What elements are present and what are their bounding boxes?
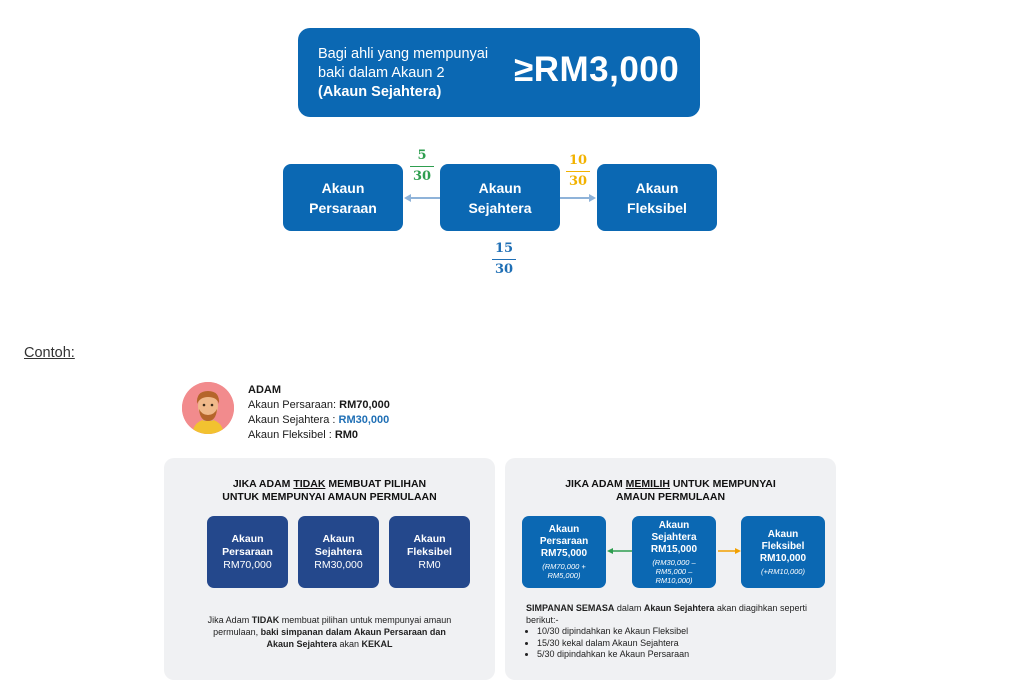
box-label: Sejahtera	[314, 545, 363, 558]
note-emphasis: SIMPANAN SEMASA	[526, 603, 615, 613]
box-persaraan-new	[522, 516, 606, 588]
banner-line-2: baki dalam Akaun 2	[318, 65, 445, 81]
note-part: akan diagihkan seperti	[714, 603, 807, 613]
note-part: dalam	[614, 603, 644, 613]
list-item: • 15/30 kekal dalam Akaun Sejahtera	[537, 638, 826, 650]
fraction-10-30	[566, 153, 590, 189]
box-value: RM30,000	[314, 558, 363, 571]
box-label: Persaraan	[539, 536, 589, 547]
list-item: • 10/30 dipindahkan ke Akaun Fleksibel	[537, 626, 826, 638]
note-part: permulaan,	[213, 627, 261, 637]
fraction-denominator: 30	[412, 169, 432, 184]
flow-center-line2: Sejahtera	[468, 199, 532, 216]
note-part: Jika Adam	[207, 615, 252, 625]
flow-akaun-persaraan	[283, 164, 403, 231]
value: RM0	[334, 429, 359, 441]
distribution-arrows	[604, 544, 746, 558]
panel-choice-title	[505, 478, 836, 504]
box-label: Persaraan	[222, 545, 273, 558]
list-item: • 5/30 dipindahkan ke Akaun Persaraan	[537, 649, 826, 661]
adam-avatar	[182, 382, 234, 434]
box-label: Akaun	[767, 528, 799, 540]
note-part: membuat pilihan untuk mempunyai amaun	[279, 615, 452, 625]
calc-line: RM5,000)	[547, 571, 581, 580]
fraction-denominator: 30	[494, 262, 514, 277]
calc-line: (RM70,000 +	[542, 562, 586, 571]
box-label: Akaun	[548, 524, 580, 535]
calc-line: (RM30,000 –	[652, 557, 696, 567]
flow-left-line2: Persaraan	[309, 199, 377, 216]
example-heading: Contoh:	[24, 345, 75, 361]
fraction-5-30	[410, 148, 434, 184]
box-calculation	[652, 558, 695, 585]
box-label: Akaun	[322, 532, 355, 545]
note-emphasis: Akaun Sejahtera	[266, 639, 337, 649]
title-part: JIKA ADAM	[232, 478, 294, 490]
arrow-left-icon	[404, 194, 440, 202]
fraction-numerator: 10	[568, 153, 588, 168]
note-emphasis: Akaun Sejahtera	[643, 603, 715, 613]
title-emphasis: MEMILIH	[625, 478, 670, 490]
arrow-left-green-icon	[607, 548, 632, 554]
flow-right-line1: Akaun	[635, 179, 679, 196]
note-part: berikut:-	[526, 614, 559, 625]
box-label: Sejahtera	[651, 531, 697, 543]
value: RM30,000	[338, 414, 390, 426]
eligibility-banner	[298, 28, 700, 117]
title-emphasis: TIDAK	[293, 478, 326, 490]
fraction-15-30	[492, 241, 516, 277]
banner-line-3: (Akaun Sejahtera)	[318, 84, 442, 100]
note-emphasis: baki simpanan dalam Akaun Persaraan dan	[260, 627, 446, 637]
box-label: Akaun	[658, 519, 690, 531]
arrow-right-icon	[560, 194, 596, 202]
box-fleksibel	[389, 516, 470, 588]
adam-fleksibel-row	[248, 428, 390, 443]
fraction-numerator: 5	[417, 148, 427, 163]
panel-no-choice-title	[164, 478, 495, 504]
title-part: JIKA ADAM	[565, 478, 626, 490]
box-label: Fleksibel	[407, 545, 452, 558]
adam-persaraan-row	[248, 398, 390, 413]
flow-akaun-fleksibel	[597, 164, 717, 231]
adam-account-summary	[248, 383, 390, 443]
flow-arrows	[400, 188, 600, 208]
box-value: RM0	[418, 558, 441, 571]
box-label: Fleksibel	[761, 540, 805, 552]
box-sejahtera	[298, 516, 379, 588]
note-emphasis: KEKAL	[361, 639, 393, 649]
box-value: RM10,000	[759, 552, 807, 564]
title-line2: AMAUN PERMULAAN	[615, 491, 726, 503]
note-part: akan	[337, 639, 362, 649]
box-fleksibel-new	[741, 516, 825, 588]
adam-name: ADAM	[248, 384, 281, 396]
fraction-numerator: 15	[494, 241, 514, 256]
box-value: RM70,000	[223, 558, 272, 571]
adam-sejahtera-row	[248, 413, 390, 428]
banner-line-1: Bagi ahli yang mempunyai	[318, 46, 489, 62]
distribution-list	[526, 626, 826, 661]
calc-line: RM10,000)	[655, 575, 693, 585]
value: RM70,000	[339, 399, 390, 411]
title-part: UNTUK MEMPUNYAI	[670, 478, 776, 490]
note-emphasis: TIDAK	[251, 615, 280, 625]
box-calculation	[542, 562, 586, 580]
fraction-denominator: 30	[568, 174, 588, 189]
label: Akaun Persaraan:	[248, 399, 340, 411]
box-value: RM75,000	[540, 548, 588, 559]
flow-center-line1: Akaun	[478, 179, 522, 196]
panel-choice-note	[526, 603, 826, 661]
banner-amount: ≥RM3,000	[514, 50, 680, 89]
title-part: MEMBUAT PILIHAN	[325, 478, 427, 490]
label: Akaun Fleksibel :	[248, 429, 335, 441]
box-label: Akaun	[231, 532, 264, 545]
banner-description	[318, 45, 488, 102]
flow-left-line1: Akaun	[321, 179, 365, 196]
arrow-right-orange-icon	[718, 548, 741, 554]
flow-right-line2: Fleksibel	[627, 199, 687, 216]
box-persaraan	[207, 516, 288, 588]
box-label: Akaun	[413, 532, 446, 545]
label: Akaun Sejahtera :	[248, 414, 339, 426]
calc-line: RM5,000 –	[655, 566, 693, 576]
person-icon	[182, 382, 234, 434]
title-line2: UNTUK MEMPUNYAI AMAUN PERMULAAN	[222, 491, 437, 503]
box-calculation: (+RM10,000)	[761, 566, 805, 576]
box-value: RM15,000	[650, 543, 698, 555]
panel-no-choice-note	[176, 614, 483, 650]
